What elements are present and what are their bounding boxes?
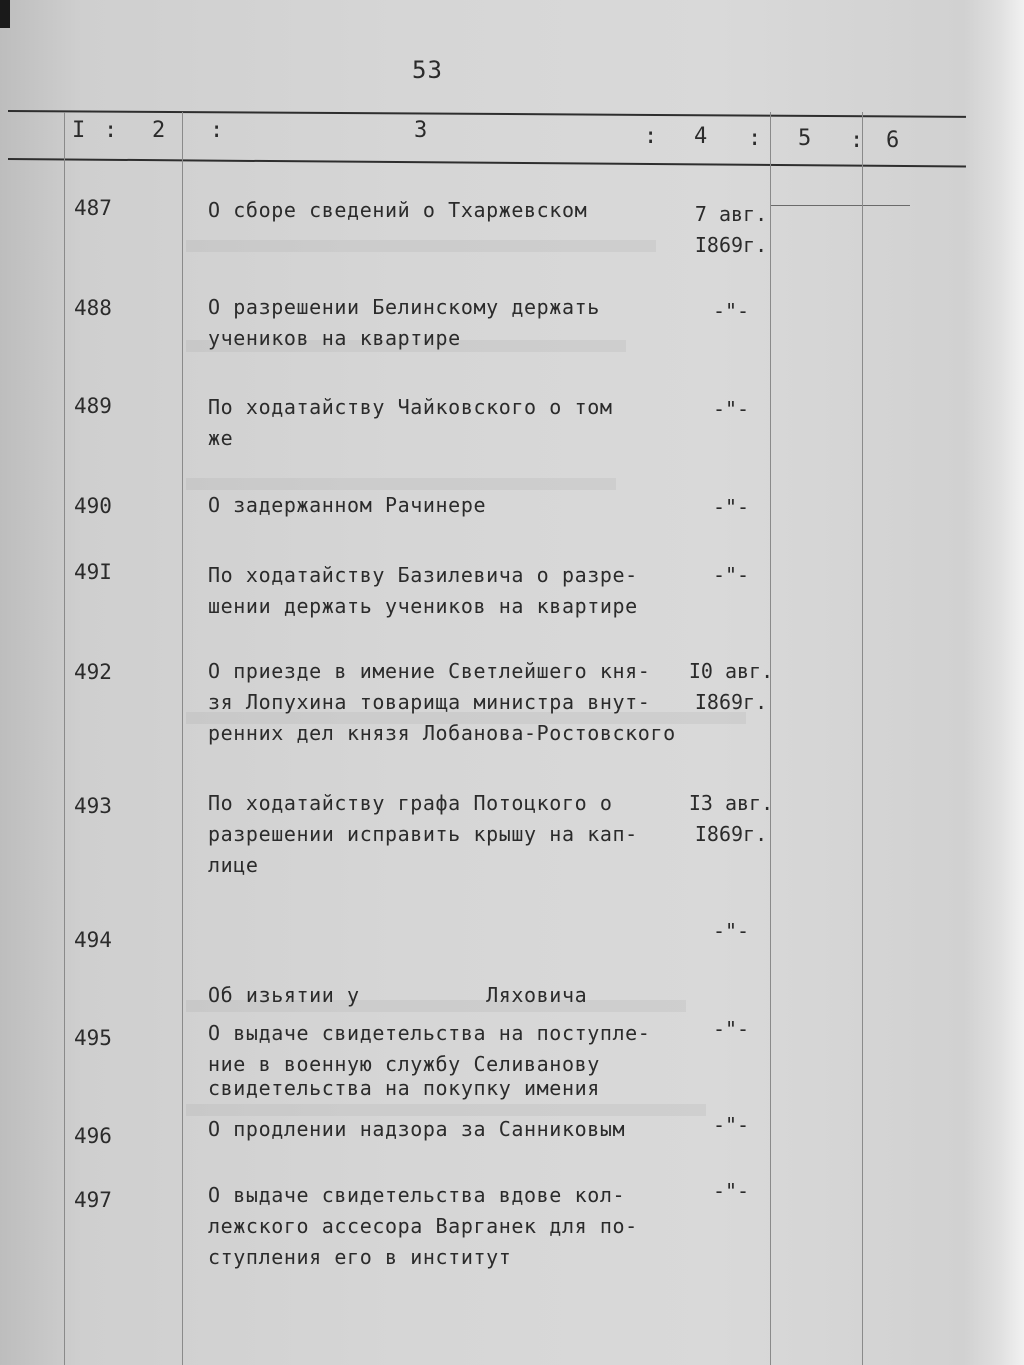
subheader-rule [770, 205, 910, 206]
entry-date [676, 394, 786, 425]
entry-date-line: -"- [712, 1179, 750, 1203]
entry-text-line: лежского ассесора Варганек для по- [208, 1214, 638, 1238]
column-header-sep-3: : [644, 124, 658, 149]
entry-text-line: Об изьятии у Ляховича [208, 983, 588, 1007]
entry-date-line: 7 авг. [694, 202, 768, 226]
header-top-rule [8, 110, 966, 118]
entry-date [676, 296, 786, 327]
entry-date-line: I0 авг. [688, 659, 774, 683]
entry-date-line: -"- [712, 563, 750, 587]
entry-text-line: шении держать учеников на квартире [208, 594, 638, 618]
entry-date [676, 560, 786, 591]
entry-date [676, 916, 786, 947]
column-header-2: 2 [152, 118, 166, 143]
entry-text-line: свидетельства на покупку имения [208, 1076, 600, 1100]
entry-text-line: О задержанном Рачинере [208, 493, 487, 517]
column-divider-4 [862, 112, 863, 1365]
entry-description [208, 788, 688, 881]
entry-date [676, 492, 786, 523]
entry-description [208, 392, 688, 454]
column-header-3: 3 [414, 118, 428, 143]
entry-text-line: лице [208, 853, 259, 877]
entry-date [676, 1110, 786, 1141]
entry-number: 49I [74, 560, 112, 584]
entry-date-line: -"- [712, 397, 750, 421]
entry-text-line: же [208, 426, 234, 450]
page-number: 53 [412, 56, 443, 84]
entry-date-line: I869г. [694, 690, 768, 714]
entry-description [208, 195, 688, 226]
page-corner-shadow [0, 0, 10, 28]
column-divider-1 [64, 112, 65, 1365]
entry-number: 493 [74, 794, 112, 818]
entry-text-line: ние в военную службу Селиванову [208, 1052, 600, 1076]
column-header-sep-4: : [748, 126, 762, 151]
entry-number: 487 [74, 196, 112, 220]
page-edge-highlight [964, 0, 1024, 1365]
entry-number: 490 [74, 494, 112, 518]
entry-description [208, 560, 688, 622]
entry-date-line: -"- [712, 1113, 750, 1137]
entry-text-line: По ходатайству Чайковского о том [208, 395, 613, 419]
entry-number: 492 [74, 660, 112, 684]
entry-text-line: разрешении исправить крышу на кап- [208, 822, 638, 846]
column-header-sep-5: : [850, 128, 864, 153]
entry-date-line: I869г. [694, 233, 768, 257]
entry-text-line: По ходатайству Базилевича о разре- [208, 563, 638, 587]
entry-date-line: -"- [712, 299, 750, 323]
entry-date [676, 1176, 786, 1207]
entry-description [208, 292, 688, 354]
entry-description [208, 490, 688, 521]
bleed-through-mark [186, 478, 616, 490]
entry-number: 495 [74, 1026, 112, 1050]
entry-description [208, 656, 688, 749]
entry-text-line: зя Лопухина товарища министра внут- [208, 690, 651, 714]
entry-text-line: О выдаче свидетельства на поступле- [208, 1021, 651, 1045]
bleed-through-mark [186, 240, 656, 252]
entry-date [676, 1014, 786, 1045]
entry-text-line: О продлении надзора за Санниковым [208, 1117, 626, 1141]
column-header-5: 5 [798, 126, 812, 151]
entry-text-line: О выдаче свидетельства вдове кол- [208, 1183, 626, 1207]
column-divider-2 [182, 112, 183, 1365]
entry-number: 494 [74, 928, 112, 952]
entry-number: 489 [74, 394, 112, 418]
entry-text-line: По ходатайству графа Потоцкого о [208, 791, 613, 815]
entry-description [208, 1180, 688, 1273]
entry-text-line: О приезде в имение Светлейшего кня- [208, 659, 651, 683]
entry-date-line: I3 авг. [688, 791, 774, 815]
entry-description [208, 1018, 688, 1080]
entry-description [208, 1114, 688, 1145]
entry-number: 488 [74, 296, 112, 320]
entry-number: 496 [74, 1124, 112, 1148]
column-header-6: 6 [886, 128, 900, 153]
entry-date-line: I869г. [694, 822, 768, 846]
header-bottom-rule [8, 158, 966, 168]
column-header-1: I [72, 118, 86, 143]
entry-date-line: -"- [712, 495, 750, 519]
entry-text-line: ренних дел князя Лобанова-Ростовского [208, 721, 676, 745]
entry-text-line: О сборе сведений о Тхаржевском [208, 198, 588, 222]
entry-date-line: -"- [712, 1017, 750, 1041]
entry-text-line: учеников на квартире [208, 326, 461, 350]
column-header-4: 4 [694, 124, 708, 149]
column-header-sep-2: : [210, 118, 224, 143]
entry-date [676, 788, 786, 850]
entry-date [676, 656, 786, 718]
column-header-sep-1: : [104, 118, 118, 143]
entry-number: 497 [74, 1188, 112, 1212]
entry-date-line: -"- [712, 919, 750, 943]
entry-date [676, 199, 786, 261]
entry-text-line: О разрешении Белинскому держать [208, 295, 600, 319]
entry-text-line: ступления его в институт [208, 1245, 512, 1269]
